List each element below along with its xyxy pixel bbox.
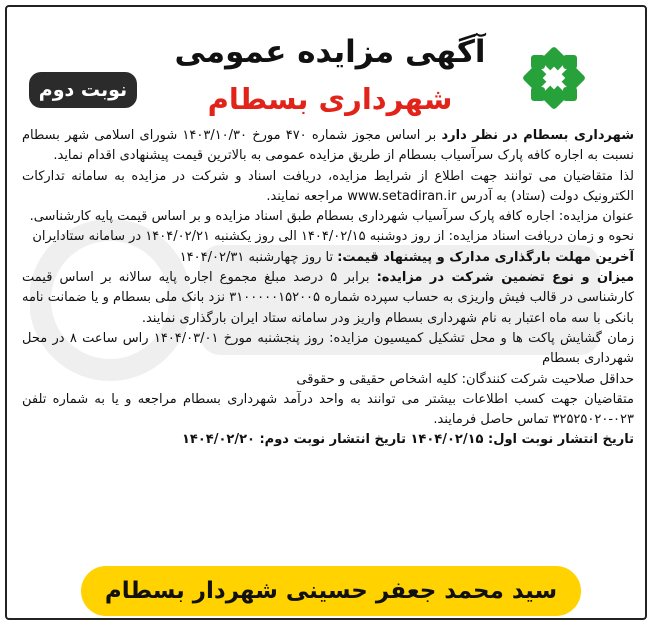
deadline-text: تا روز چهارشنبه ۱۴۰۴/۰۲/۳۱: [179, 249, 338, 265]
paragraph-participation: لذا متقاضیان می توانند جهت اطلاع از شرایط مزایده، دریافت اسناد و شرکت در مزایده به سامانه تدارکات الکترونیک دولت (ستاد) به آدرس www.setadiran.ir مراجعه نمایند.: [22, 168, 634, 204]
intro-lead: شهرداری بسطام در نظر دارد: [441, 128, 634, 143]
guarantee-text: برابر ۵ درصد مبلغ مجموع اجاره پایه سالانه بر اساس قیمت کارشناسی در قالب فیش واریزی به حساب سپرده شماره ۳۱۰۰۰۰۰۱۵۲۰۰۵ نزد بانک ملی بسطام و یا ضمانت نامه بانکی با سه ماه اعتبار به نام شهرداری بسطام واریز ودر سامانه ستاد ایران بارگذاری نمایند.: [22, 270, 635, 326]
paragraph-contact: متقاضیان جهت کسب اطلاعات بیشتر می توانند به واحد درآمد شهرداری بسطام مراجعه و یا به شماره تلفن ۰۲۳-۳۲۵۲۵۰۲۰ تماس حاصل فرمایند.: [22, 391, 634, 428]
paragraph-intro: [22, 126, 634, 167]
intro-text: بر اساس مجوز شماره ۴۷۰ مورخ ۱۴۰۳/۱۰/۳۰ شورای اسلامی شهر بسطام نسبت به اجاره کافه پارک سرآسیاب بسطام از طریق مزایده عمومی به بالاترین قیمت پیشنهادی اقدام نماید.: [22, 128, 634, 164]
page-title: آگهی مزایده عمومی: [174, 34, 486, 70]
guarantee-lead: میزان و نوع تضمین شرکت در مزایده:: [376, 270, 634, 286]
signature-banner: سید محمد جعفر حسینی شهردار بسطام: [81, 566, 581, 616]
paragraph-publish-dates: تاریخ انتشار نوبت اول: ۱۴۰۴/۰۲/۱۵ تاریخ انتشار نوبت دوم: ۱۴۰۴/۰۲/۲۰: [181, 432, 634, 448]
page-subtitle: شهرداری بسطام: [207, 82, 453, 116]
deadline-lead: آخرین مهلت بارگذاری مدارک و پیشنهاد قیمت:: [337, 249, 634, 265]
paragraph-opening: زمان گشایش پاکت ها و محل تشکیل کمیسیون مزایده: روز پنجشنبه مورخ ۱۴۰۴/۰۳/۰۱ راس ساعت ۸ در محل شهرداری بسطام: [22, 330, 634, 367]
paragraph-documents: نحوه و زمان دریافت اسناد مزایده: از روز دوشنبه ۱۴۰۴/۰۲/۱۵ الی روز یکشنبه ۱۴۰۴/۰۲/۲۱ در سامانه ستادایران: [32, 229, 634, 245]
announcement-body: [22, 126, 634, 451]
paragraph-deadline: [22, 248, 634, 268]
municipality-logo-icon: [522, 46, 586, 110]
paragraph-title: عنوان مزایده: اجاره کافه پارک سرآسیاب شهرداری بسطام طبق اسناد مزایده و بر اساس قیمت پایه کارشناسی.: [29, 209, 634, 225]
round-badge: نوبت دوم: [29, 72, 137, 108]
paragraph-eligibility: حداقل صلاحیت شرکت کنندگان: کلیه اشخاص حقیقی و حقوقی: [296, 371, 634, 387]
paragraph-guarantee: [22, 268, 634, 329]
